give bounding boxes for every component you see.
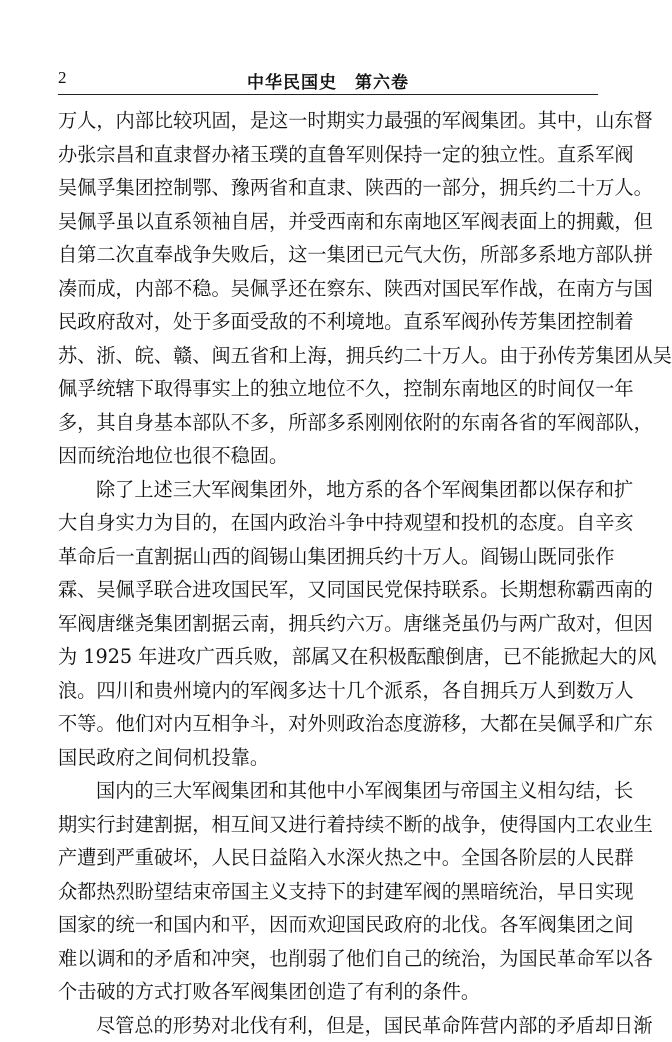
text-line: 革命后一直割据山西的阎锡山集团拥兵约十万人。阎锡山既同张作 (58, 540, 598, 574)
body-text (58, 104, 598, 1042)
text-line: 众都热烈盼望结束帝国主义支持下的封建军阀的黑暗统治，早日实现 (58, 875, 598, 909)
text-line: 多，其自身基本部队不多，所部多系刚刚依附的东南各省的军阀部队， (58, 406, 598, 440)
text-line: 吴佩孚虽以直系领袖自居，并受西南和东南地区军阀表面上的拥戴，但 (58, 205, 598, 239)
running-title: 中华民国史 第六卷 (58, 68, 598, 93)
text-line: 为 1925 年进攻广西兵败，部属又在积极酝酿倒唐，已不能掀起大的风 (58, 640, 598, 674)
text-line: 霖、吴佩孚联合进攻国民军，又同国民党保持联系。长期想称霸西南的 (58, 573, 598, 607)
text-line: 难以调和的矛盾和冲突，也削弱了他们自己的统治，为国民革命军以各 (58, 942, 598, 976)
text-line: 吴佩孚集团控制鄂、豫两省和直隶、陕西的一部分，拥兵约二十万人。 (58, 171, 598, 205)
text-line: 苏、浙、皖、赣、闽五省和上海，拥兵约二十万人。由于孙传芳集团从吴 (58, 339, 598, 373)
text-line: 佩孚统辖下取得事实上的独立地位不久，控制东南地区的时间仅一年 (58, 372, 598, 406)
text-line: 除了上述三大军阀集团外，地方系的各个军阀集团都以保存和扩 (58, 473, 598, 507)
text-line: 民政府敌对，处于多面受敌的不利境地。直系军阀孙传芳集团控制着 (58, 305, 598, 339)
text-line: 凑而成，内部不稳。吴佩孚还在察东、陕西对国民军作战，在南方与国 (58, 272, 598, 306)
text-line: 大自身实力为目的，在国内政治斗争中持观望和投机的态度。自辛亥 (58, 506, 598, 540)
text-line: 国家的统一和国内和平，因而欢迎国民政府的北伐。各军阀集团之间 (58, 908, 598, 942)
header-rule (58, 94, 598, 95)
text-line: 个击破的方式打败各军阀集团创造了有利的条件。 (58, 975, 598, 1009)
text-line: 因而统治地位也很不稳固。 (58, 439, 598, 473)
page-header (58, 64, 598, 94)
text-line: 国内的三大军阀集团和其他中小军阀集团与帝国主义相勾结，长 (58, 774, 598, 808)
text-line: 不等。他们对内互相争斗，对外则政治态度游移，大都在吴佩孚和广东 (58, 707, 598, 741)
text-line: 国民政府之间伺机投靠。 (58, 741, 598, 775)
text-line: 期实行封建割据，相互间又进行着持续不断的战争，使得国内工农业生 (58, 808, 598, 842)
text-line: 军阀唐继尧集团割据云南，拥兵约六万。唐继尧虽仍与两广敌对，但因 (58, 607, 598, 641)
text-line: 尽管总的形势对北伐有利，但是，国民革命阵营内部的矛盾却日渐 (58, 1009, 598, 1042)
text-line: 产遭到严重破坏，人民日益陷入水深火热之中。全国各阶层的人民群 (58, 841, 598, 875)
text-line: 万人，内部比较巩固，是这一时期实力最强的军阀集团。其中，山东督 (58, 104, 598, 138)
text-line: 办张宗昌和直隶督办褚玉璞的直鲁军则保持一定的独立性。直系军阀 (58, 138, 598, 172)
text-line: 自第二次直奉战争失败后，这一集团已元气大伤，所部多系地方部队拼 (58, 238, 598, 272)
page-number: 2 (58, 68, 67, 88)
text-line: 浪。四川和贵州境内的军阀多达十几个派系，各自拥兵万人到数万人 (58, 674, 598, 708)
